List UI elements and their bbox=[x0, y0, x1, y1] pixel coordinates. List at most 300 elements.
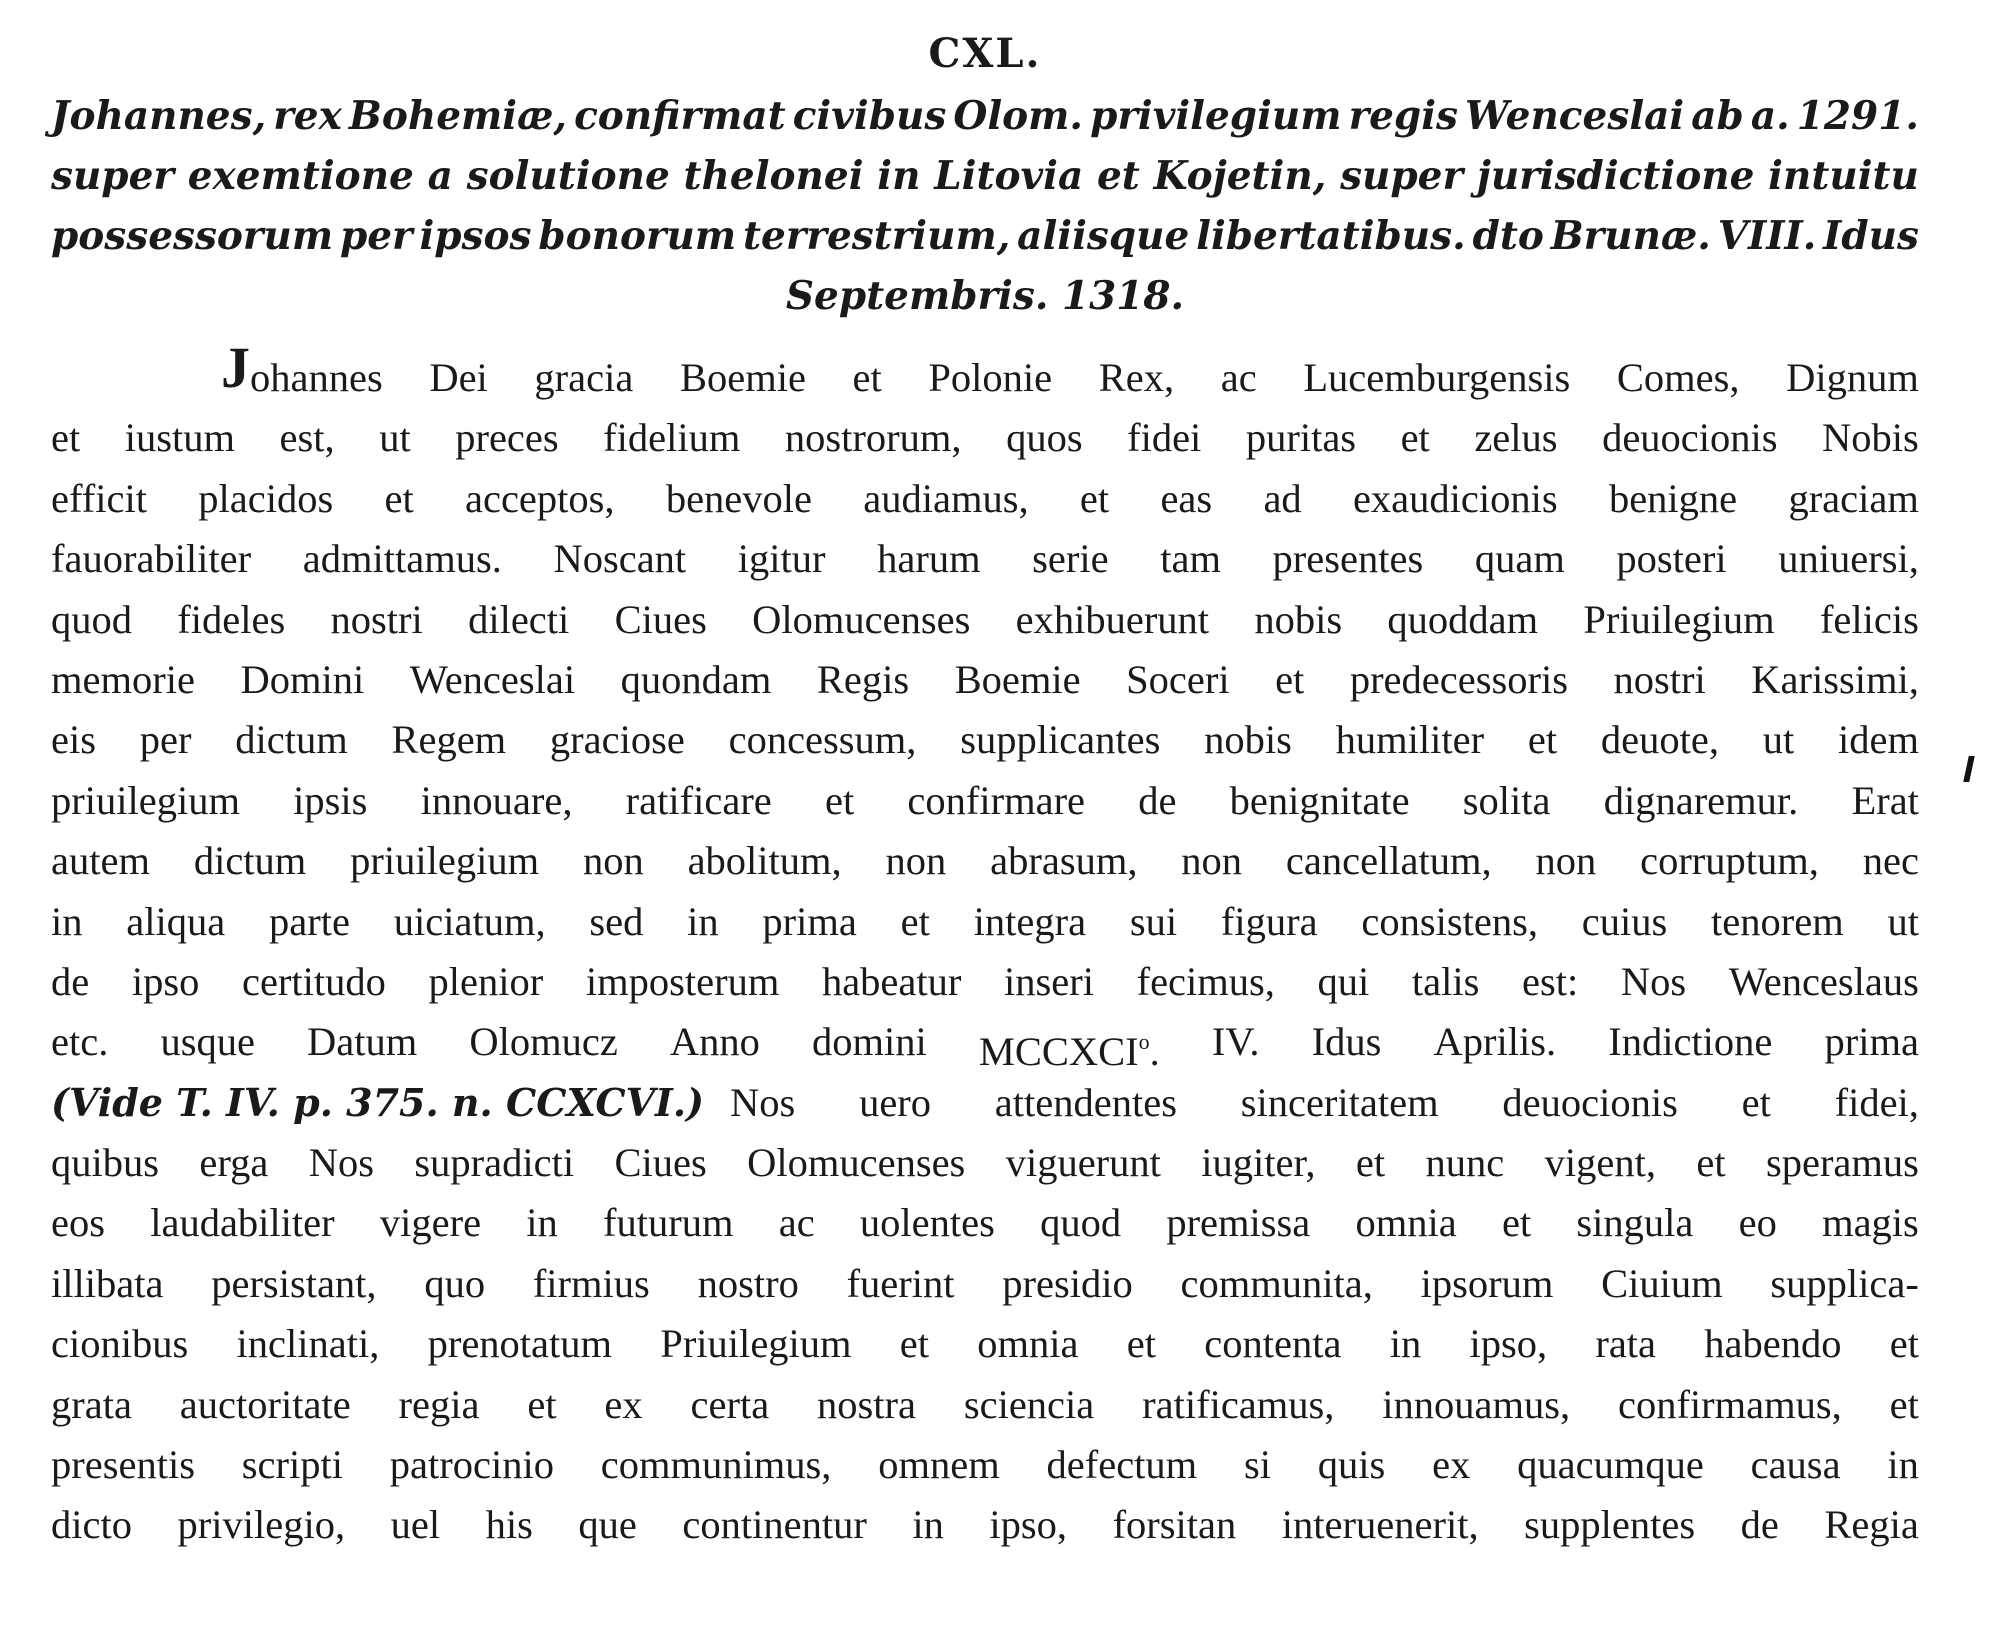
body-word: ohannes bbox=[250, 355, 383, 400]
body-word: ipso, bbox=[989, 1502, 1068, 1548]
summary-word: et bbox=[1096, 153, 1140, 199]
body-word: Olomucenses bbox=[747, 1140, 966, 1186]
body-word: prima bbox=[762, 898, 857, 944]
body-word: quibus bbox=[51, 1140, 160, 1186]
summary-word: Johannes, bbox=[51, 93, 267, 139]
body-word: harum bbox=[877, 536, 981, 582]
body-word: vigere bbox=[379, 1200, 482, 1246]
body-word: firmius bbox=[532, 1260, 650, 1306]
body-word: ratificamus, bbox=[1142, 1381, 1335, 1427]
body-word: speramus bbox=[1765, 1140, 1919, 1186]
body-word: nostro bbox=[697, 1260, 799, 1306]
body-word: abolitum, bbox=[687, 838, 842, 884]
summary-word: regis bbox=[1348, 93, 1458, 139]
summary-word: aliisque bbox=[1017, 213, 1190, 259]
summary-word: exemtione bbox=[187, 153, 414, 199]
body-word: humiliter bbox=[1335, 717, 1485, 763]
body-word: Nos bbox=[308, 1140, 374, 1186]
body-word: puritas bbox=[1245, 415, 1357, 461]
body-word: iustum bbox=[124, 415, 236, 461]
body-word: sinceritatem bbox=[1240, 1079, 1439, 1125]
body-line bbox=[51, 952, 1919, 1012]
body-word: Karissimi, bbox=[1751, 656, 1919, 702]
body-word: prenotatum bbox=[427, 1321, 613, 1367]
body-word: non bbox=[1535, 838, 1597, 884]
body-word: vigent, bbox=[1544, 1140, 1656, 1186]
body-word: interuenerit, bbox=[1281, 1502, 1479, 1548]
body-word: iugiter, bbox=[1201, 1140, 1316, 1186]
body-word: exhibuerunt bbox=[1015, 596, 1210, 642]
body-line bbox=[51, 1254, 1919, 1314]
body-word: supplicantes bbox=[960, 717, 1161, 763]
body-word: illibata bbox=[51, 1260, 164, 1306]
body-word: innouamus, bbox=[1382, 1381, 1571, 1427]
body-word: idem bbox=[1838, 717, 1919, 763]
body-word: et bbox=[899, 1321, 930, 1367]
body-word: et bbox=[900, 898, 930, 944]
body-word: communita, bbox=[1180, 1260, 1373, 1306]
body-word: ac bbox=[778, 1200, 815, 1246]
body-word: eos bbox=[51, 1200, 105, 1246]
body-word: per bbox=[139, 717, 192, 763]
body-word: erga bbox=[199, 1140, 269, 1186]
summary-word: bonorum bbox=[538, 213, 737, 259]
summary-word: jurisdictione bbox=[1476, 153, 1755, 199]
body-word: etc. bbox=[51, 1019, 109, 1065]
body-word: in bbox=[912, 1502, 944, 1548]
body-word: non bbox=[885, 838, 947, 884]
body-word: causa bbox=[1750, 1442, 1841, 1488]
body-word: fuerint bbox=[846, 1260, 955, 1306]
body-line bbox=[51, 1193, 1919, 1253]
body-word: et bbox=[1355, 1140, 1386, 1186]
summary-word: Kojetin, bbox=[1153, 153, 1327, 199]
body-word: graciam bbox=[1788, 475, 1919, 521]
body-word: et bbox=[1889, 1381, 1919, 1427]
body-word: Aprilis. bbox=[1433, 1019, 1557, 1065]
body-word: regia bbox=[398, 1381, 480, 1427]
body-word: scripti bbox=[241, 1442, 343, 1488]
body-word: habeatur bbox=[821, 958, 962, 1004]
body-line-with-reference bbox=[51, 1073, 1919, 1133]
summary-word: Brunæ. bbox=[1550, 213, 1711, 259]
summary-word: possessorum bbox=[51, 213, 334, 259]
summary-word: ab bbox=[1691, 93, 1744, 139]
body-word: que bbox=[578, 1502, 637, 1548]
body-line bbox=[51, 831, 1919, 891]
body-word: audiamus, bbox=[863, 475, 1029, 521]
body-word: nunc bbox=[1425, 1140, 1505, 1186]
body-line bbox=[51, 710, 1919, 770]
body-line bbox=[51, 1012, 1919, 1075]
body-word: aliqua bbox=[126, 898, 226, 944]
body-word: cuius bbox=[1581, 898, 1668, 944]
summary-word: solutione bbox=[466, 153, 670, 199]
body-word: Rex, bbox=[1098, 355, 1175, 400]
body-word: Polonie bbox=[928, 355, 1053, 400]
body-word: sciencia bbox=[963, 1381, 1095, 1427]
body-word: Soceri bbox=[1126, 656, 1230, 702]
body-line bbox=[250, 348, 1919, 408]
body-word: in bbox=[526, 1200, 558, 1246]
summary-word: thelonei bbox=[683, 153, 864, 199]
body-word: Olomucenses bbox=[752, 596, 971, 642]
body-line bbox=[51, 1133, 1919, 1193]
body-word: de bbox=[1740, 1502, 1779, 1548]
body-word: domini bbox=[812, 1019, 927, 1065]
body-word: certa bbox=[690, 1381, 770, 1427]
body-word: et bbox=[852, 355, 882, 400]
body-word: autem bbox=[51, 838, 150, 884]
body-word: nec bbox=[1862, 838, 1919, 884]
body-word: Lucemburgensis bbox=[1303, 355, 1571, 400]
body-word: Priuilegium bbox=[1583, 596, 1775, 642]
body-line bbox=[51, 771, 1919, 831]
body-word: nobis bbox=[1204, 717, 1292, 763]
body-word: prima bbox=[1824, 1019, 1919, 1065]
summary-word: privilegium bbox=[1090, 93, 1342, 139]
body-word: in bbox=[51, 898, 83, 944]
summary-word: rex bbox=[273, 93, 342, 139]
body-word: inseri bbox=[1003, 958, 1094, 1004]
body-word: benignitate bbox=[1229, 777, 1410, 823]
body-word: uiciatum, bbox=[393, 898, 546, 944]
body-word: tam bbox=[1160, 536, 1221, 582]
body-word: attendentes bbox=[994, 1079, 1177, 1125]
body-word: certitudo bbox=[241, 958, 386, 1004]
body-word: deuocionis bbox=[1602, 415, 1778, 461]
body-word: concessum, bbox=[728, 717, 917, 763]
body-word: de bbox=[51, 958, 90, 1004]
document-page bbox=[51, 24, 1919, 1556]
body-word: Indictione bbox=[1608, 1019, 1773, 1065]
body-word: plenior bbox=[428, 958, 544, 1004]
body-word: premissa bbox=[1166, 1200, 1311, 1246]
body-word: innouare, bbox=[420, 777, 573, 823]
body-word: et bbox=[384, 475, 414, 521]
body-line bbox=[51, 650, 1919, 710]
body-word: et bbox=[1501, 1200, 1532, 1246]
body-word: corruptum, bbox=[1640, 838, 1819, 884]
body-word: dilecti bbox=[468, 596, 570, 642]
body-word: qui bbox=[1317, 958, 1370, 1004]
body-word: quoddam bbox=[1387, 596, 1539, 642]
body-word: magis bbox=[1822, 1200, 1919, 1246]
body-word: Dei bbox=[429, 355, 488, 400]
body-word: confirmamus, bbox=[1617, 1381, 1842, 1427]
body-word: zelus bbox=[1474, 415, 1558, 461]
summary-word: super bbox=[51, 153, 174, 199]
summary-line: Septembris. 1318. bbox=[785, 273, 1185, 319]
summary-word: intuitu bbox=[1768, 153, 1919, 199]
body-word: auctoritate bbox=[179, 1381, 351, 1427]
body-word: ac bbox=[1220, 355, 1257, 400]
body-word: Domini bbox=[240, 656, 365, 702]
body-word: fidei bbox=[1127, 415, 1202, 461]
body-word: integra bbox=[973, 898, 1087, 944]
body-word: viguerunt bbox=[1005, 1140, 1161, 1186]
body-word: ipso, bbox=[1469, 1321, 1548, 1367]
body-word: eis bbox=[51, 717, 96, 763]
summary-word: libertatibus. bbox=[1196, 213, 1466, 259]
body-word: memorie bbox=[51, 656, 195, 702]
body-word: si bbox=[1243, 1442, 1271, 1488]
body-word: inclinati, bbox=[236, 1321, 380, 1367]
body-word: acceptos, bbox=[465, 475, 615, 521]
body-word: rata bbox=[1595, 1321, 1657, 1367]
body-word: grata bbox=[51, 1381, 132, 1427]
body-word: Regem bbox=[391, 717, 507, 763]
body-word: Ciues bbox=[614, 1140, 707, 1186]
body-word: uniuersi, bbox=[1778, 536, 1919, 582]
body-word: imposterum bbox=[585, 958, 780, 1004]
body-word: parte bbox=[269, 898, 350, 944]
body-word: fideles bbox=[177, 596, 286, 642]
body-word: quis bbox=[1317, 1442, 1386, 1488]
body-word: priuilegium bbox=[350, 838, 540, 884]
body-word: igitur bbox=[737, 536, 826, 582]
body-word: Boemie bbox=[954, 656, 1081, 702]
body-word: continentur bbox=[682, 1502, 867, 1548]
body-word: supplentes bbox=[1524, 1502, 1696, 1548]
drop-cap: J bbox=[221, 335, 250, 400]
body-word: de bbox=[1138, 777, 1177, 823]
body-line bbox=[51, 1435, 1919, 1495]
summary-word: in bbox=[877, 153, 921, 199]
body-line bbox=[704, 1073, 1919, 1133]
body-word: laudabiliter bbox=[150, 1200, 335, 1246]
body-line bbox=[51, 469, 1919, 529]
body-word: supradicti bbox=[414, 1140, 575, 1186]
summary-word: confirmat bbox=[574, 93, 786, 139]
document-body bbox=[51, 335, 1919, 1556]
body-word: Dignum bbox=[1786, 355, 1919, 400]
body-word: nostrorum, bbox=[784, 415, 962, 461]
body-word: et bbox=[1079, 475, 1110, 521]
body-word: in bbox=[687, 898, 719, 944]
body-word: eo bbox=[1738, 1200, 1777, 1246]
margin-mark bbox=[1963, 756, 1975, 782]
body-line-first bbox=[51, 335, 1919, 408]
body-word: efficit bbox=[51, 475, 147, 521]
document-summary bbox=[51, 86, 1919, 326]
body-word: et bbox=[1275, 656, 1305, 702]
body-word: gracia bbox=[534, 355, 634, 400]
body-word: dictum bbox=[235, 717, 348, 763]
body-word: placidos bbox=[198, 475, 334, 521]
body-word: futurum bbox=[603, 1200, 734, 1246]
body-word: ipsis bbox=[293, 777, 368, 823]
body-line bbox=[51, 892, 1919, 952]
body-word: figura bbox=[1220, 898, 1318, 944]
body-word: his bbox=[485, 1502, 533, 1548]
body-line bbox=[51, 529, 1919, 589]
body-word: deuocionis bbox=[1502, 1079, 1678, 1125]
body-word: felicis bbox=[1819, 596, 1919, 642]
body-word: singula bbox=[1576, 1200, 1694, 1246]
body-word: nostri bbox=[1613, 656, 1706, 702]
body-word: graciose bbox=[549, 717, 685, 763]
body-word: nostra bbox=[817, 1381, 916, 1427]
body-word: et bbox=[51, 415, 81, 461]
body-word: sui bbox=[1129, 898, 1178, 944]
body-word: et bbox=[1741, 1079, 1771, 1125]
body-word: non bbox=[582, 838, 644, 884]
summary-word: super bbox=[1340, 153, 1464, 199]
body-line bbox=[51, 590, 1919, 650]
body-word: fecimus, bbox=[1136, 958, 1275, 1004]
body-word: presentis bbox=[51, 1442, 195, 1488]
summary-word: Wenceslai bbox=[1465, 93, 1685, 139]
body-word: uero bbox=[859, 1079, 932, 1125]
body-word: Noscant bbox=[553, 536, 687, 582]
body-word: solita bbox=[1462, 777, 1551, 823]
body-word: ut bbox=[379, 415, 411, 461]
summary-word: Idus bbox=[1823, 213, 1919, 259]
summary-word: 1291. bbox=[1796, 93, 1919, 139]
body-word: ex bbox=[604, 1381, 643, 1427]
body-word: ut bbox=[1762, 717, 1795, 763]
body-word: nostri bbox=[330, 596, 423, 642]
body-word: est, bbox=[279, 415, 335, 461]
body-word: ratificare bbox=[625, 777, 772, 823]
summary-word: per bbox=[339, 213, 413, 259]
body-word: Ciuium bbox=[1601, 1260, 1723, 1306]
body-word: IV. bbox=[1211, 1019, 1260, 1065]
body-word: supplica- bbox=[1770, 1260, 1919, 1306]
body-word: quacumque bbox=[1517, 1442, 1704, 1488]
body-word: defectum bbox=[1046, 1442, 1198, 1488]
body-word: ipsorum bbox=[1420, 1260, 1554, 1306]
body-word: serie bbox=[1032, 536, 1109, 582]
body-word: posteri bbox=[1616, 536, 1727, 582]
body-word: fidei, bbox=[1834, 1079, 1919, 1125]
summary-line bbox=[51, 86, 1919, 146]
body-word: privilegio, bbox=[177, 1502, 346, 1548]
body-word: contenta bbox=[1204, 1321, 1342, 1367]
summary-word: Bohemiæ, bbox=[348, 93, 568, 139]
body-word: Wenceslaus bbox=[1728, 958, 1919, 1004]
body-word: benevole bbox=[665, 475, 813, 521]
body-word: non bbox=[1181, 838, 1243, 884]
body-word: Wenceslai bbox=[409, 656, 576, 702]
body-word: in bbox=[1887, 1442, 1919, 1488]
body-word: quod bbox=[1040, 1200, 1122, 1246]
body-word: presidio bbox=[1002, 1260, 1133, 1306]
body-word: Ciues bbox=[614, 596, 707, 642]
body-word: priuilegium bbox=[51, 777, 240, 823]
body-word: Regia bbox=[1824, 1502, 1919, 1548]
body-word: benigne bbox=[1608, 475, 1738, 521]
body-word: Regis bbox=[816, 656, 910, 702]
body-word: quos bbox=[1006, 415, 1083, 461]
document-number: CXL. bbox=[928, 30, 1042, 77]
summary-word: terrestrium, bbox=[743, 213, 1011, 259]
body-word: Boemie bbox=[679, 355, 806, 400]
body-word: quondam bbox=[620, 656, 772, 702]
body-word: et bbox=[1527, 717, 1558, 763]
body-word: habendo bbox=[1704, 1321, 1842, 1367]
body-word: abrasum, bbox=[990, 838, 1138, 884]
body-word: usque bbox=[160, 1019, 255, 1065]
summary-line bbox=[51, 206, 1919, 266]
body-word: eas bbox=[1160, 475, 1213, 521]
summary-word: a. bbox=[1750, 93, 1790, 139]
body-word: Nobis bbox=[1822, 415, 1919, 461]
body-word: dicto bbox=[51, 1502, 132, 1548]
body-word: exaudicionis bbox=[1352, 475, 1558, 521]
summary-word: Litovia bbox=[934, 153, 1084, 199]
body-word: uolentes bbox=[859, 1200, 995, 1246]
body-word: et bbox=[824, 777, 855, 823]
body-word: dictum bbox=[193, 838, 307, 884]
body-line bbox=[51, 1375, 1919, 1435]
body-word: est: bbox=[1522, 958, 1579, 1004]
body-word: omnia bbox=[1355, 1200, 1457, 1246]
body-word: omnia bbox=[977, 1321, 1079, 1367]
body-word: predecessoris bbox=[1349, 656, 1568, 702]
body-word: Idus bbox=[1311, 1019, 1382, 1065]
body-word: confirmare bbox=[907, 777, 1086, 823]
summary-line bbox=[51, 146, 1919, 206]
body-word: tenorem bbox=[1711, 898, 1844, 944]
body-word: quo bbox=[424, 1260, 486, 1306]
body-word: cancellatum, bbox=[1285, 838, 1492, 884]
body-word: quod bbox=[51, 596, 132, 642]
body-word: dignaremur. bbox=[1603, 777, 1799, 823]
summary-word: civibus bbox=[792, 93, 947, 139]
body-word: fidelium bbox=[603, 415, 741, 461]
body-word: Nos bbox=[730, 1079, 796, 1125]
body-word: Comes, bbox=[1616, 355, 1740, 400]
summary-word: Olom. bbox=[953, 93, 1084, 139]
body-word: Olomucz bbox=[469, 1019, 618, 1065]
body-word: in bbox=[1389, 1321, 1422, 1367]
body-word: admittamus. bbox=[302, 536, 502, 582]
body-word: Anno bbox=[669, 1019, 760, 1065]
summary-word: dto bbox=[1472, 213, 1544, 259]
body-word: presentes bbox=[1272, 536, 1424, 582]
body-word: et bbox=[1126, 1321, 1156, 1367]
body-word: forsitan bbox=[1112, 1502, 1237, 1548]
body-word: cionibus bbox=[51, 1321, 189, 1367]
body-word: sed bbox=[589, 898, 644, 944]
body-word: ad bbox=[1263, 475, 1302, 521]
body-word: et bbox=[1696, 1140, 1726, 1186]
reference-note: (Vide T. IV. p. 375. n. CCXCVI.) bbox=[51, 1079, 705, 1125]
body-word: et bbox=[527, 1381, 557, 1427]
summary-word: VIII. bbox=[1717, 213, 1817, 259]
body-word: fauorabiliter bbox=[51, 536, 252, 582]
body-word: deuote, bbox=[1600, 717, 1719, 763]
body-word: uel bbox=[390, 1502, 441, 1548]
body-word: Priuilegium bbox=[660, 1321, 852, 1367]
body-word: patrocinio bbox=[389, 1442, 554, 1488]
body-word: quam bbox=[1474, 536, 1565, 582]
body-word: MCCXCI$^o$. bbox=[978, 1029, 1160, 1075]
body-word: Nos bbox=[1620, 958, 1687, 1004]
summary-word: a bbox=[427, 153, 453, 199]
body-word: nobis bbox=[1254, 596, 1343, 642]
body-word: ipso bbox=[131, 958, 200, 1004]
body-word: omnem bbox=[878, 1442, 1000, 1488]
body-line bbox=[51, 1314, 1919, 1374]
summary-word: ipsos bbox=[419, 213, 532, 259]
body-word: talis bbox=[1411, 958, 1480, 1004]
body-word: preces bbox=[455, 415, 559, 461]
body-word: communimus, bbox=[600, 1442, 832, 1488]
body-word: Datum bbox=[307, 1019, 418, 1065]
